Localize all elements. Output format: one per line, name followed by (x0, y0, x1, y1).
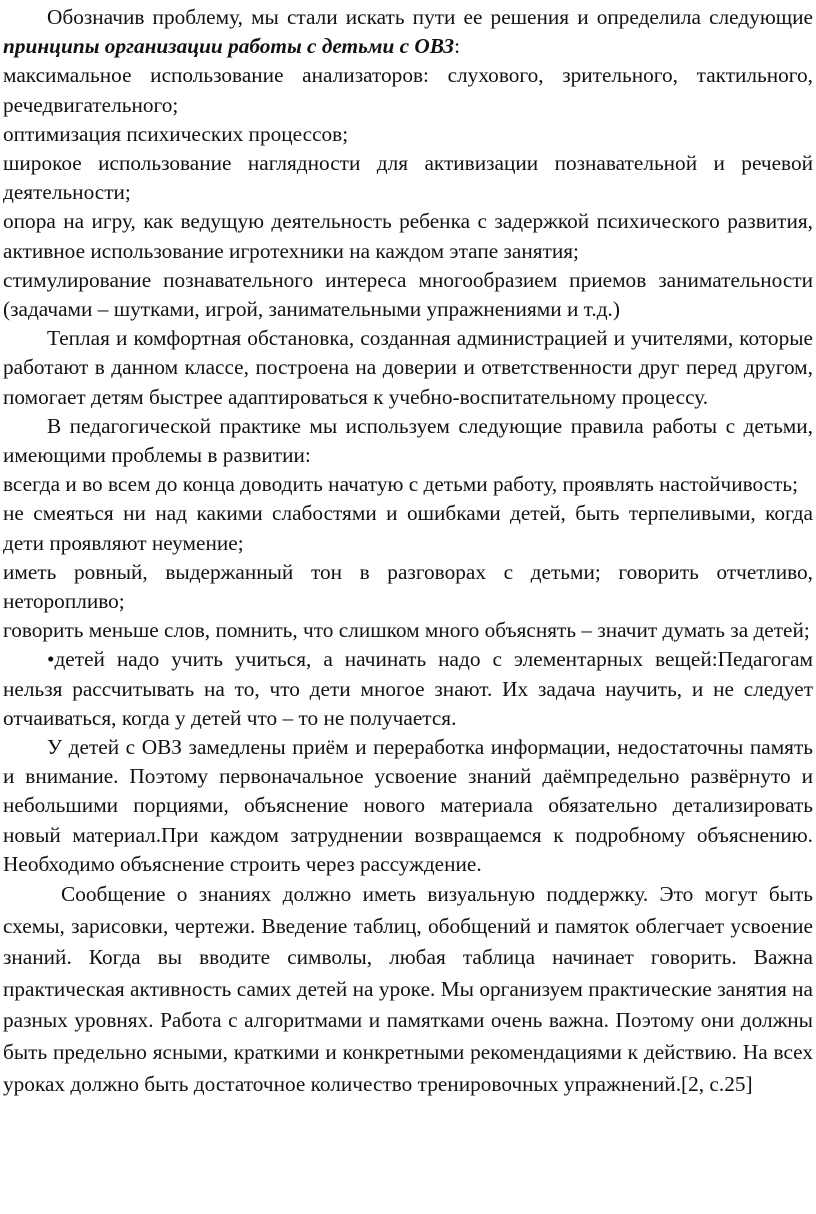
bullet-icon: • (47, 647, 55, 672)
principle-item-2: оптимизация психических процессов; (3, 121, 349, 146)
rule-item-4: говорить меньше слов, помнить, что слишком много объяснять – значит думать за детей; (3, 618, 810, 643)
bullet-paragraph (3, 645, 813, 733)
ovz-paragraph: У детей с ОВЗ замедлены приём и переработка информации, недостаточны память и внимание. Поэтому первоначальное усвоение знаний даёмпредельно развёрнуто и небольшими порциями, объяснение нового материала обязательно детализировать новый материал.При каждом затруднении возвращаемся к подробному объяснению. Необходимо объяснение строить через рассуждение. (3, 735, 813, 876)
principles-heading: принципы организации работы с детьми с ОВЗ (3, 34, 455, 59)
visual-support-paragraph: Сообщение о знаниях должно иметь визуальную поддержку. Это могут быть схемы, зарисовки, чертежи. Введение таблиц, обобщений и памяток облегчает усвоение знаний. Когда вы вводите символы, любая таблица начинает говорить. Важна практическая активность самих детей на уроке. Мы организуем практические занятия на разных уровнях. Работа с алгоритмами и памятками очень важна. Поэтому они должны быть предельно ясными, краткими и конкретными рекомендациями к действию. На всех уроках должно быть достаточное количество тренировочных упражнений.[2, с.25] (3, 882, 813, 1096)
rule-item-1: всегда и во всем до конца доводить начатую с детьми работу, проявлять настойчивость; (3, 472, 799, 497)
intro-colon: : (454, 34, 461, 59)
rule-item-2: не смеяться ни над какими слабостями и ошибками детей, быть терпеливыми, когда дети проявляют неумение; (3, 501, 813, 555)
principle-item-5: стимулирование познавательного интереса многообразием приемов занимательности (задачами – шутками, игрой, занимательными упражнениями и т.д.) (3, 267, 813, 322)
rule-item-3: иметь ровный, выдержанный тон в разговорах с детьми; говорить отчетливо, неторопливо; (3, 559, 813, 614)
principle-item-3: широкое использование наглядности для активизации познавательной и речевой деятельности; (3, 151, 813, 205)
atmosphere-paragraph: Теплая и комфортная обстановка, созданная администрацией и учителями, которые работают в данном классе, построена на доверии и ответственности друг перед другом, помогает детям быстрее адаптироваться к учебно-воспитательному процессу. (3, 326, 813, 409)
bullet-text: детей надо учить учиться, а начинать надо с элементарных вещей:Педагогам нельзя рассчитывать на то, что дети многое знают. Их задача научить, и не следует отчаиваться, когда у детей что – то не получается. (3, 647, 813, 730)
intro-paragraph (3, 3, 813, 61)
rules-intro-paragraph: В педагогической практике мы используем следующие правила работы с детьми, имеющими проблемы в развитии: (3, 413, 813, 468)
principle-item-4: опора на игру, как ведущую деятельность ребенка с задержкой психического развития, активное использование игротехники на каждом этапе занятия; (3, 209, 813, 263)
intro-text: Обозначив проблему, мы стали искать пути ее решения и определила следующие (47, 5, 813, 29)
principle-item-1: максимальное использование анализаторов: слухового, зрительного, тактильного, речедвигательного; (3, 63, 813, 117)
